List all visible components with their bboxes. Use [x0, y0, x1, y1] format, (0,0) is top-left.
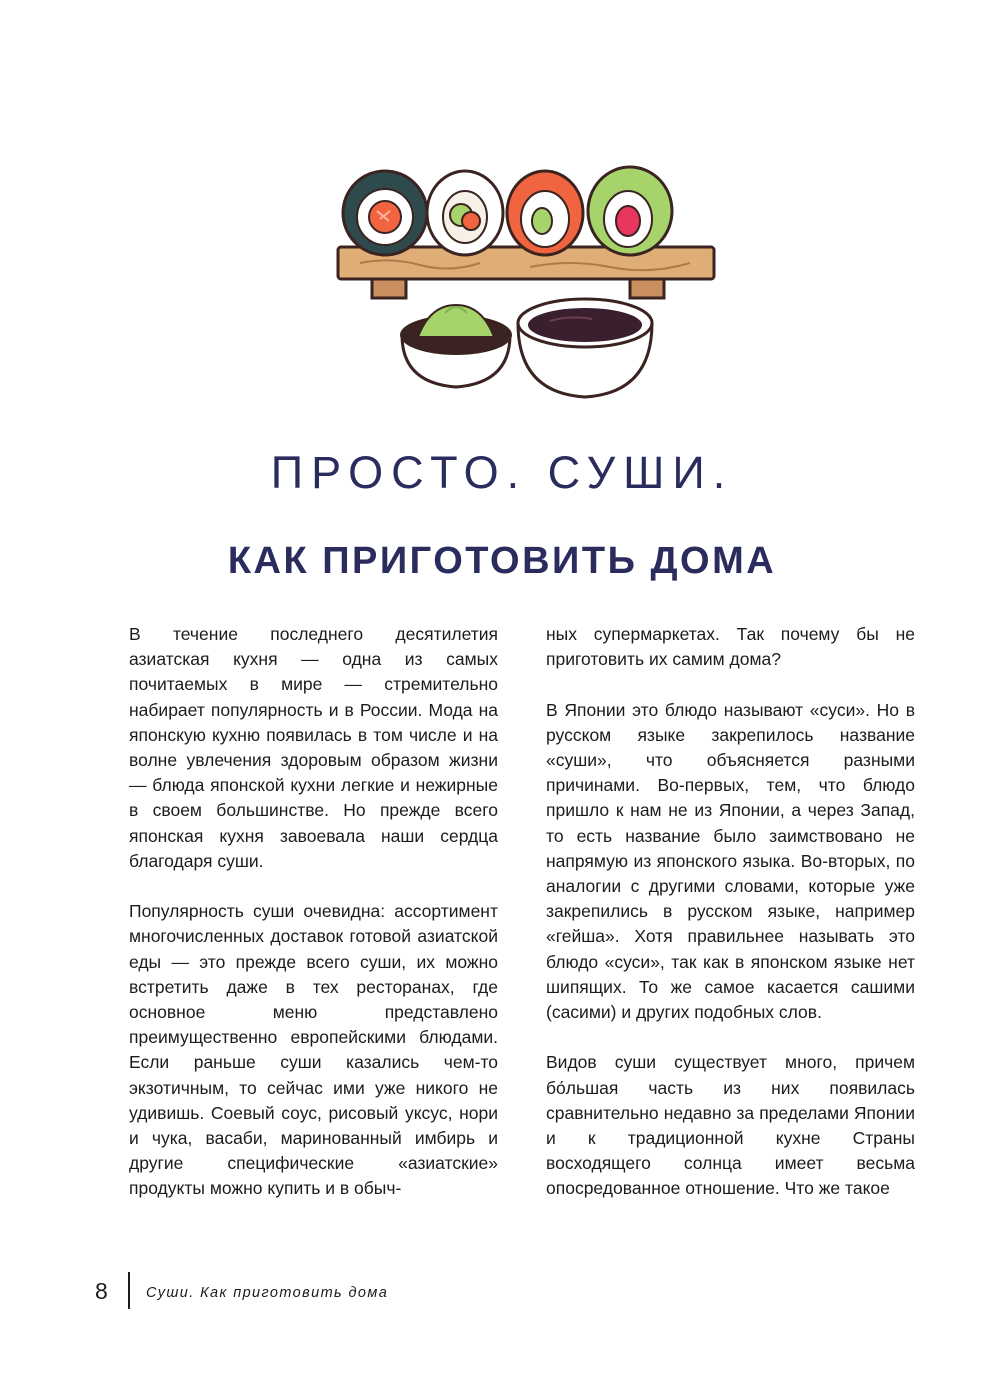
sushi-set-icon [330, 155, 730, 400]
page-title: ПРОСТО. СУШИ. [270, 447, 734, 498]
paragraph: В Японии это блюдо называют «суси». Но в русском языке закрепилось название «суши», что объясняется разными причинами. Во-первых, тем, что блюдо пришло к нам не из Японии, а через Запад, то есть название было заимствовано не напрямую из японского языка. Во-вторых, по аналогии с другими словами, которые уже закрепились в русском языке, например «гейша». Хотя правильнее называть это блюдо «суси», так как в японском языке нет шипящих. То же самое касается сашими (сасими) и других подобных слов. [546, 699, 915, 1023]
text-column-right [546, 622, 915, 1227]
paragraph: ных супермаркетах. Так почему бы не приготовить их самим дома? [546, 624, 915, 670]
running-title: Суши. Как приготовить дома [146, 1285, 389, 1301]
footer-divider [128, 1272, 130, 1309]
paragraph: Видов суши существует много, причем бо́льшая часть из них появилась сравнительно недавно за пределами Японии и к традиционной кухне Страны восходящего солнца имеет весьма опосредованное отношение. Что же такое [546, 1052, 915, 1199]
page-number: 8 [95, 1278, 108, 1304]
paragraph: Популярность суши очевидна: ассортимент многочисленных доставок готовой азиатской еды — это прежде всего суши, их можно встретить даже в тех ресторанах, где основное меню представлено преимущественно европейскими блюдами. Если раньше суши казались чем-то экзотичным, то сейчас ими уже никого не удивишь. Соевый соус, рисовый уксус, нори и чука, васаби, маринованный имбирь и другие специфические «азиатские» продукты можно купить и в обыч- [129, 901, 498, 1199]
paragraph: В течение последнего десятилетия азиатская кухня — одна из самых почитаемых в мире — стремительно набирает популярность и в России. Мода на японскую кухню появилась в том числе и на волне увлечения здоровым образом жизни — блюда японской кухни легкие и нежирные в своем большинстве. Но прежде всего японская кухня завоевала наши сердца благодаря суши. [129, 624, 498, 871]
text-column-left [129, 622, 498, 1227]
page-subtitle: КАК ПРИГОТОВИТЬ ДОМА [227, 540, 777, 582]
